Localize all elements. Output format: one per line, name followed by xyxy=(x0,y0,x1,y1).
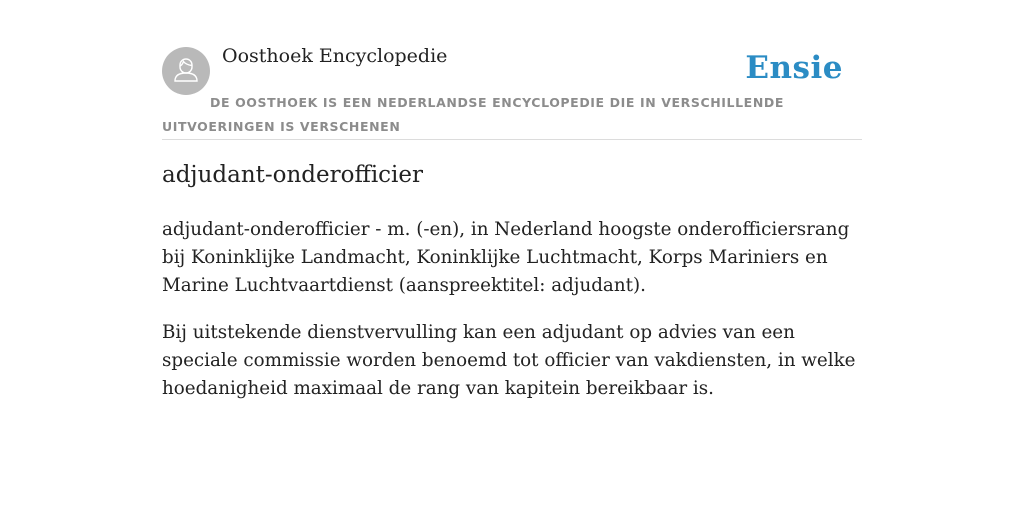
avatar[interactable] xyxy=(162,47,210,95)
page-container xyxy=(162,0,862,399)
site-header xyxy=(162,0,862,140)
article-paragraph: Bij uitstekende dienstvervulling kan een adjudant op advies van een speciale commissie worden benoemd tot officier van vakdiensten, in welke hoedanigheid maximaal de rang van kapitein bereikbaar is. xyxy=(162,322,856,399)
article-title: adjudant-onderofficier xyxy=(162,162,424,188)
site-tagline: DE OOSTHOEK IS EEN NEDERLANDSE ENCYCLOPEDIE DIE IN VERSCHILLENDE UITVOERINGEN IS VERSCHENEN xyxy=(162,95,784,134)
brand-logo[interactable]: Ensie xyxy=(745,50,843,86)
user-icon xyxy=(171,54,201,88)
article-paragraph: adjudant-onderofficier - m. (-en), in Nederland hoogste onderofficiersrang bij Koninklijke Landmacht, Koninklijke Luchtmacht, Korps Mariniers en Marine Luchtvaartdienst (aanspreektitel: adjudant). xyxy=(162,219,850,296)
site-title[interactable]: Oosthoek Encyclopedie xyxy=(222,45,448,67)
